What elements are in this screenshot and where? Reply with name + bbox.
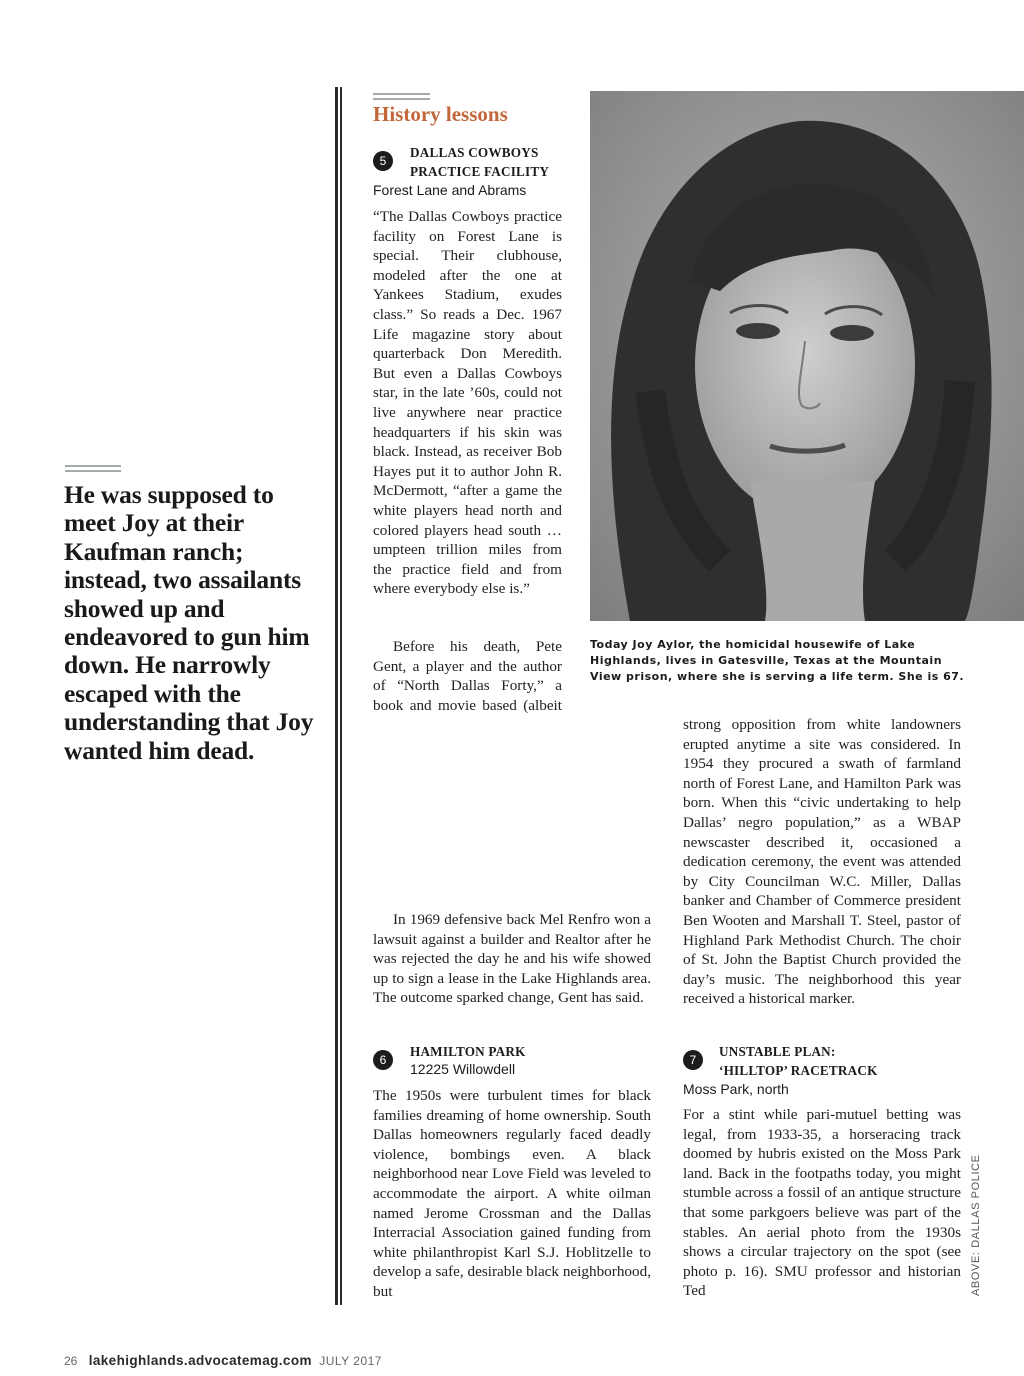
item-6-body: The 1950s were turbulent times for black families dreaming of home ownership. South Dallas homeowners regularly faced deadly violence, bombings even. A black neighborhood near Love Field was leveled to accommodate the airport. A white oilman named Jerome Crossman and the Dallas Interracial Association gained funding from white philanthropist Karl S.J. Hoblitzelle to develop a safe, desirable black neighborhood, but	[373, 1087, 651, 1300]
column-divider	[335, 87, 338, 1305]
item-5-body-narrow	[373, 207, 562, 599]
section-title: History lessons	[373, 102, 508, 126]
pull-quote-rule	[65, 465, 121, 475]
item-7-title-line2: ‘HILLTOP’ RACETRACK	[719, 1063, 878, 1078]
page-number: 26	[64, 1354, 78, 1368]
item-5-location: Forest Lane and Abrams	[373, 182, 527, 198]
item-7-location: Moss Park, north	[683, 1081, 789, 1097]
photo-caption: Today Joy Aylor, the homicidal housewife of Lake Highlands, lives in Gatesville, Texas at the Mountain View prison, where she is serving a life term. She is 67.	[590, 638, 965, 683]
item-5-paragraph-1: “The Dallas Cowboys practice facility on Forest Lane is special. Their clubhouse, modeled after the one at Yankees Stadium, exudes class.” So reads a Dec. 1967 Life magazine story about quarterback Don Meredith. But even a Dallas Cowboys star, in the late ’60s, could not live anywhere near practice headquarters if his skin was black. Instead, as receiver Bob Hayes put it to author John R. McDermott, “after a game the white players head north and colored players head south … umpteen trillion miles from the practice field and from where everybody else is.”	[373, 208, 562, 598]
item-7-body: For a stint while pari-mutuel betting was legal, from 1933-35, a horseracing track doomed by hubris existed on the Moss Park land. Back in the footpaths today, you might stumble across a fossil of an antique structure that some parkgoers believe was part of the stables. An aerial photo from the 1930s shows a circular trajectory on the spot (see photo p. 16). SMU professor and historian Ted	[683, 1106, 961, 1300]
item-5-title	[410, 143, 549, 181]
item-6-title: HAMILTON PARK	[410, 1044, 526, 1059]
pull-quote: He was supposed to meet Joy at their Kaufman ranch; instead, two assailants showed up and endeavored to gun him down. He narrowly escaped with the understanding that Joy wanted him dead.	[64, 480, 314, 765]
item-5-body-wide	[373, 715, 651, 1008]
footer-issue: JULY 2017	[319, 1354, 382, 1368]
item-5-body-narrow-2	[373, 637, 562, 715]
mugshot-photo	[590, 91, 1024, 621]
footer-site: lakehighlands.advocatemag.com	[88, 1353, 312, 1368]
item-5-number-badge: 5	[373, 151, 393, 171]
hamilton-park-continued-text: strong opposition from white landowners erupted anytime a site was considered. In 1954 they procured a swath of farmland north of Forest Lane, and Hamilton Park was born. When this “civic undertaking to help Dallas’ negro population,” as a WBAP newscaster described it, occasioned a dedication ceremony, the event was attended by City Councilman W.C. Miller, Dallas banker and Chamber of Commerce president Ben Wooten and Marshall T. Steel, pastor of Highland Park Methodist Church. The choir of St. John the Baptist Church provided the day’s music. The neighborhood this year received a historical marker.	[683, 716, 961, 1008]
page-footer	[64, 1353, 382, 1368]
item-6-number-badge: 6	[373, 1050, 393, 1070]
item-5-title-line1: DALLAS COWBOYS	[410, 145, 539, 160]
item-5-title-line2: PRACTICE FACILITY	[410, 164, 550, 179]
item-7-title-line1: UNSTABLE PLAN:	[719, 1044, 836, 1059]
item-5-paragraph-2: Before his death, Pete Gent, a player and the author of “North Dallas Forty,” a book and movie based (albeit	[373, 638, 562, 714]
column-divider-secondary	[340, 87, 342, 1305]
item-6-location: 12225 Willowdell	[410, 1061, 516, 1077]
photo-credit: ABOVE: DALLAS POLICE	[970, 1154, 982, 1296]
item-7-title	[719, 1042, 878, 1080]
mugshot-illustration	[590, 91, 1024, 621]
item-5-paragraph-3: In 1969 defensive back Mel Renfro won a lawsuit against a builder and Realtor after he was rejected the day he and his wife showed up to sign a lease in the Lake Highlands area. The outcome sparked change, Gent has said.	[373, 911, 651, 1007]
item-7-number-badge: 7	[683, 1050, 703, 1070]
